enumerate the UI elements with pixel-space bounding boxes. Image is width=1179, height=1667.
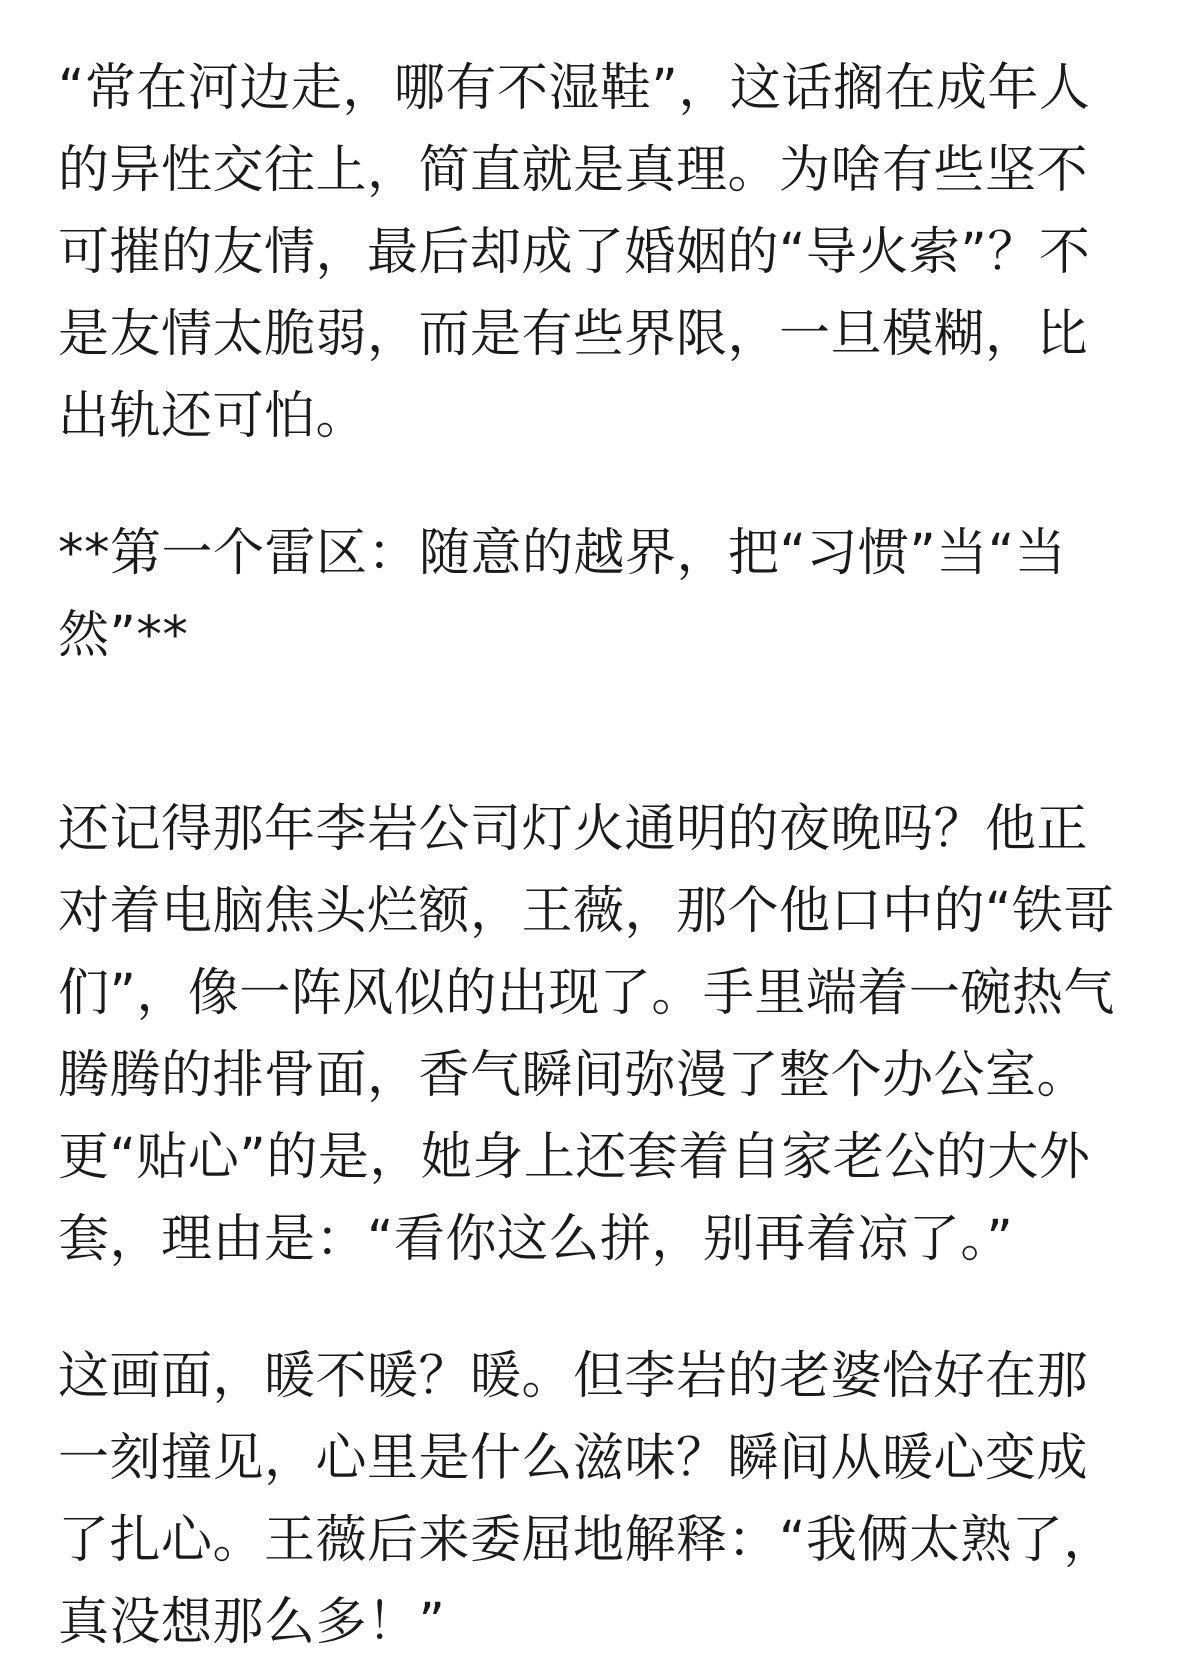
paragraph-intro: “常在河边走，哪有不湿鞋”，这话搁在成年人的异性交往上，简直就是真理。为啥有些坚不可摧的友情，最后却成了婚姻的“导火索”？不是友情太脆弱，而是有些界限，一旦模糊，比出轨还可怕。: [58, 59, 1091, 446]
article-body: [58, 48, 1118, 1664]
paragraph-story: 还记得那年李岩公司灯火通明的夜晚吗？他正对着电脑焦头烂额，王薇，那个他口中的“铁哥们”，像一阵风似的出现了。手里端着一碗热气腾腾的排骨面，香气瞬间弥漫了整个办公室。更“贴心”的是，她身上还套着自家老公的大外套，理由是：“看你这么拼，别再着凉了。”: [58, 800, 1115, 1269]
paragraph-reflection: 这画面，暖不暖？暖。但李岩的老婆恰好在那一刻撞见，心里是什么滋味？瞬间从暖心变成了扎心。王薇后来委屈地解释：“我俩太熟了，真没想那么多！”: [58, 1347, 1115, 1652]
section-heading: **第一个雷区：随意的越界，把“习惯”当“当然”**: [58, 524, 1067, 665]
